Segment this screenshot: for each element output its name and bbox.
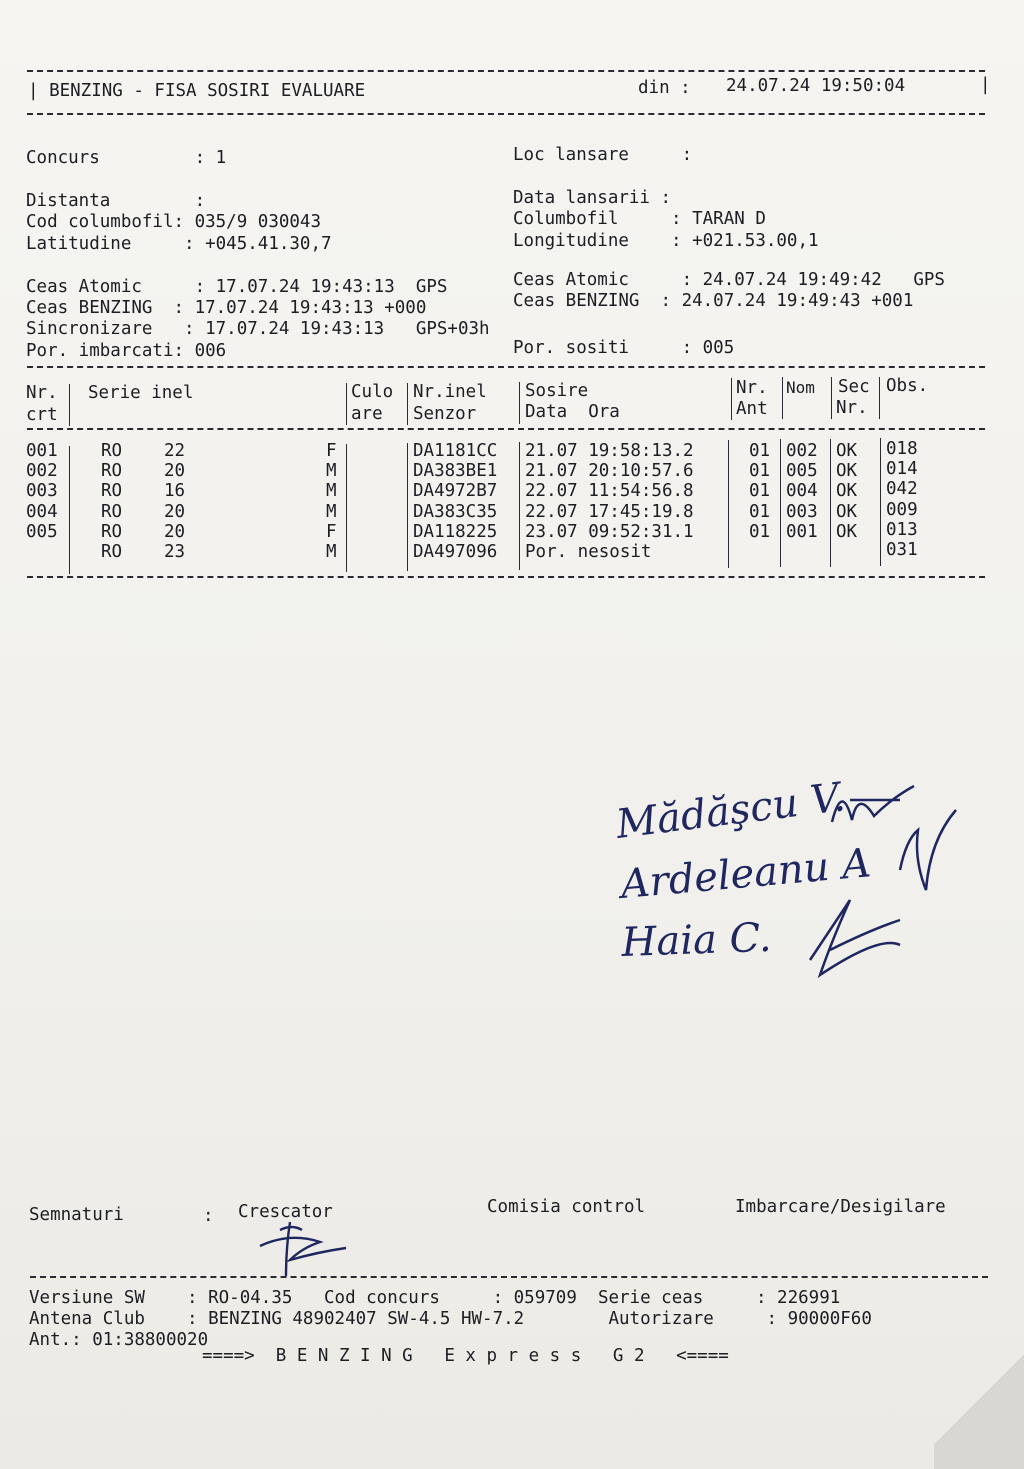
col-separator [69,446,70,574]
date-value: 24.07.24 19:50:04 [726,76,906,96]
columbofil: Columbofil : TARAN D [513,209,766,229]
antena-club: Antena Club : BENZING 48902407 SW-4.5 HW-7.2 Autorizare : 90000F60 [29,1309,872,1329]
col-nom: Nom [786,378,815,397]
ring-year: 20 [164,461,186,482]
longitudine: Longitudine : +021.53.00,1 [513,231,819,251]
arrival-time: 23.07 09:52:31.1 [525,521,694,542]
col-separator [830,439,831,567]
arrival-time: 22.07 11:54:56.8 [525,481,694,502]
col-separator [69,384,70,426]
nominated: 005 [786,461,818,482]
col-sec: Sec [838,377,870,397]
handwritten-signatures [600,760,980,1000]
divider [27,113,985,115]
distanta: Distanta : [26,191,206,211]
imbarcare-label: Imbarcare/Desigilare [735,1197,946,1217]
divider [27,576,985,578]
sensor-ring: DA497096 [413,542,498,562]
col-separator [879,377,880,419]
col-separator [731,378,732,420]
sincronizare: Sincronizare : 17.07.24 19:43:13 GPS+03h [26,319,490,339]
arrival-time: 21.07 20:10:57.6 [525,461,694,482]
col-separator [780,439,781,567]
divider [27,70,985,72]
sensor-ring: DA118225 [413,521,498,542]
col-separator [880,438,881,566]
sex: M [326,461,337,482]
antena-id: Ant.: 01:38800020 [29,1330,209,1350]
col-serie-inel: Serie inel [88,383,194,403]
sensor-ring: DA4972B7 [413,481,498,502]
arrival-time: 21.07 19:58:13.2 [525,441,694,461]
ring-year: 23 [164,542,186,562]
row-number: 004 [26,501,58,522]
col-separator [519,442,520,570]
row-number: 001 [26,441,58,461]
col-senzor: Senzor [413,404,477,424]
comisia-control-label: Comisia control [487,1197,646,1217]
data-lansarii: Data lansarii : [513,188,672,208]
ring-country: RO [101,441,123,461]
sex: F [326,441,337,461]
ring-year: 22 [164,441,186,461]
nominated: 003 [786,501,818,522]
security: OK [836,521,858,542]
col-ant: Ant [736,399,768,419]
ceas-atomic-start: Ceas Atomic : 17.07.24 19:43:13 GPS [26,277,448,297]
crescator-signature [250,1218,360,1280]
semnaturi-colon: : [203,1206,214,1226]
security: OK [836,461,858,482]
latitudine: Latitudine : +045.41.30,7 [26,234,332,254]
date-label: din : [638,78,691,98]
ring-country: RO [101,542,123,562]
sex: M [326,481,337,502]
divider [27,366,985,368]
por-sositi: Por. sositi : 005 [513,338,735,358]
security: OK [836,501,858,522]
ceas-atomic-end: Ceas Atomic : 24.07.24 19:49:42 GPS [513,270,945,290]
document-title: | BENZING - FISA SOSIRI EVALUARE [28,81,366,101]
col-separator [782,377,783,419]
nominated: 002 [786,441,818,461]
handwritten-name: Haia C. [620,914,773,966]
observation: 042 [886,479,918,500]
observation: 013 [886,519,918,540]
observation: 018 [886,439,918,459]
signature-mark [810,900,900,975]
col-nr-ant: Nr. [736,378,768,398]
handwritten-name: Ardeleanu A [618,840,873,908]
ceas-benzing-end: Ceas BENZING : 24.07.24 19:49:43 +001 [513,291,914,311]
versiune-sw: Versiune SW : RO-04.35 Cod concurs : 059709 Serie ceas : 226991 [29,1288,841,1308]
observation: 009 [886,499,918,520]
sensor-ring: DA383C35 [413,501,498,522]
sex: M [326,542,337,562]
ring-year: 20 [164,501,186,522]
row-number: 005 [26,521,58,542]
ring-year: 20 [164,521,186,542]
cod-columbofil: Cod columbofil: 035/9 030043 [26,212,322,232]
end-bar: | [980,75,991,95]
crescator-label: Crescator [238,1202,333,1222]
col-culoare: are [351,404,383,424]
divider [30,1276,988,1278]
col-sosire: Sosire [525,381,589,401]
antenna: 01 [749,441,771,461]
ring-year: 16 [164,481,186,502]
observation: 014 [886,459,918,480]
security: OK [836,441,858,461]
antenna: 01 [749,481,771,502]
col-nr-inel: Nr.inel [413,382,487,402]
por-imbarcati: Por. imbarcati: 006 [26,341,227,361]
col-separator [407,383,408,425]
security: OK [836,481,858,502]
sex: M [326,501,337,522]
ring-country: RO [101,481,123,502]
col-separator [519,382,520,424]
arrival-time: Por. nesosit [525,542,652,562]
divider [27,428,985,430]
ring-country: RO [101,521,123,542]
col-data-ora: Data Ora [525,402,620,422]
col-separator [728,440,729,568]
sex: F [326,521,337,542]
sensor-ring: DA1181CC [413,441,498,461]
ring-country: RO [101,501,123,522]
signature-mark [900,810,956,890]
row-number: 002 [26,461,58,482]
antenna: 01 [749,461,771,482]
antenna: 01 [749,521,771,542]
col-separator [831,377,832,419]
col-obs: Obs. [886,376,929,396]
col-separator [346,383,347,425]
benzing-banner: ====> B E N Z I N G E x p r e s s G 2 <==== [202,1346,729,1366]
handwritten-name: Mădăşcu V. [613,774,848,848]
arrival-time: 22.07 17:45:19.8 [525,501,694,522]
loc-lansare: Loc lansare : [513,145,693,165]
col-sec-nr: Nr. [836,398,868,418]
col-separator [407,443,408,571]
observation: 031 [886,540,918,560]
ceas-benzing-start: Ceas BENZING : 17.07.24 19:43:13 +000 [26,298,427,318]
col-culo: Culo [351,382,394,402]
col-crt: crt [26,405,58,425]
semnaturi-label: Semnaturi [29,1205,124,1225]
sensor-ring: DA383BE1 [413,461,498,482]
folded-corner [934,1329,1024,1469]
col-separator [346,444,347,572]
concurs: Concurs : 1 [26,148,227,168]
row-number: 003 [26,481,58,502]
nominated: 001 [786,521,818,542]
col-nr: Nr. [26,383,58,403]
nominated: 004 [786,481,818,502]
antenna: 01 [749,501,771,522]
ring-country: RO [101,461,123,482]
